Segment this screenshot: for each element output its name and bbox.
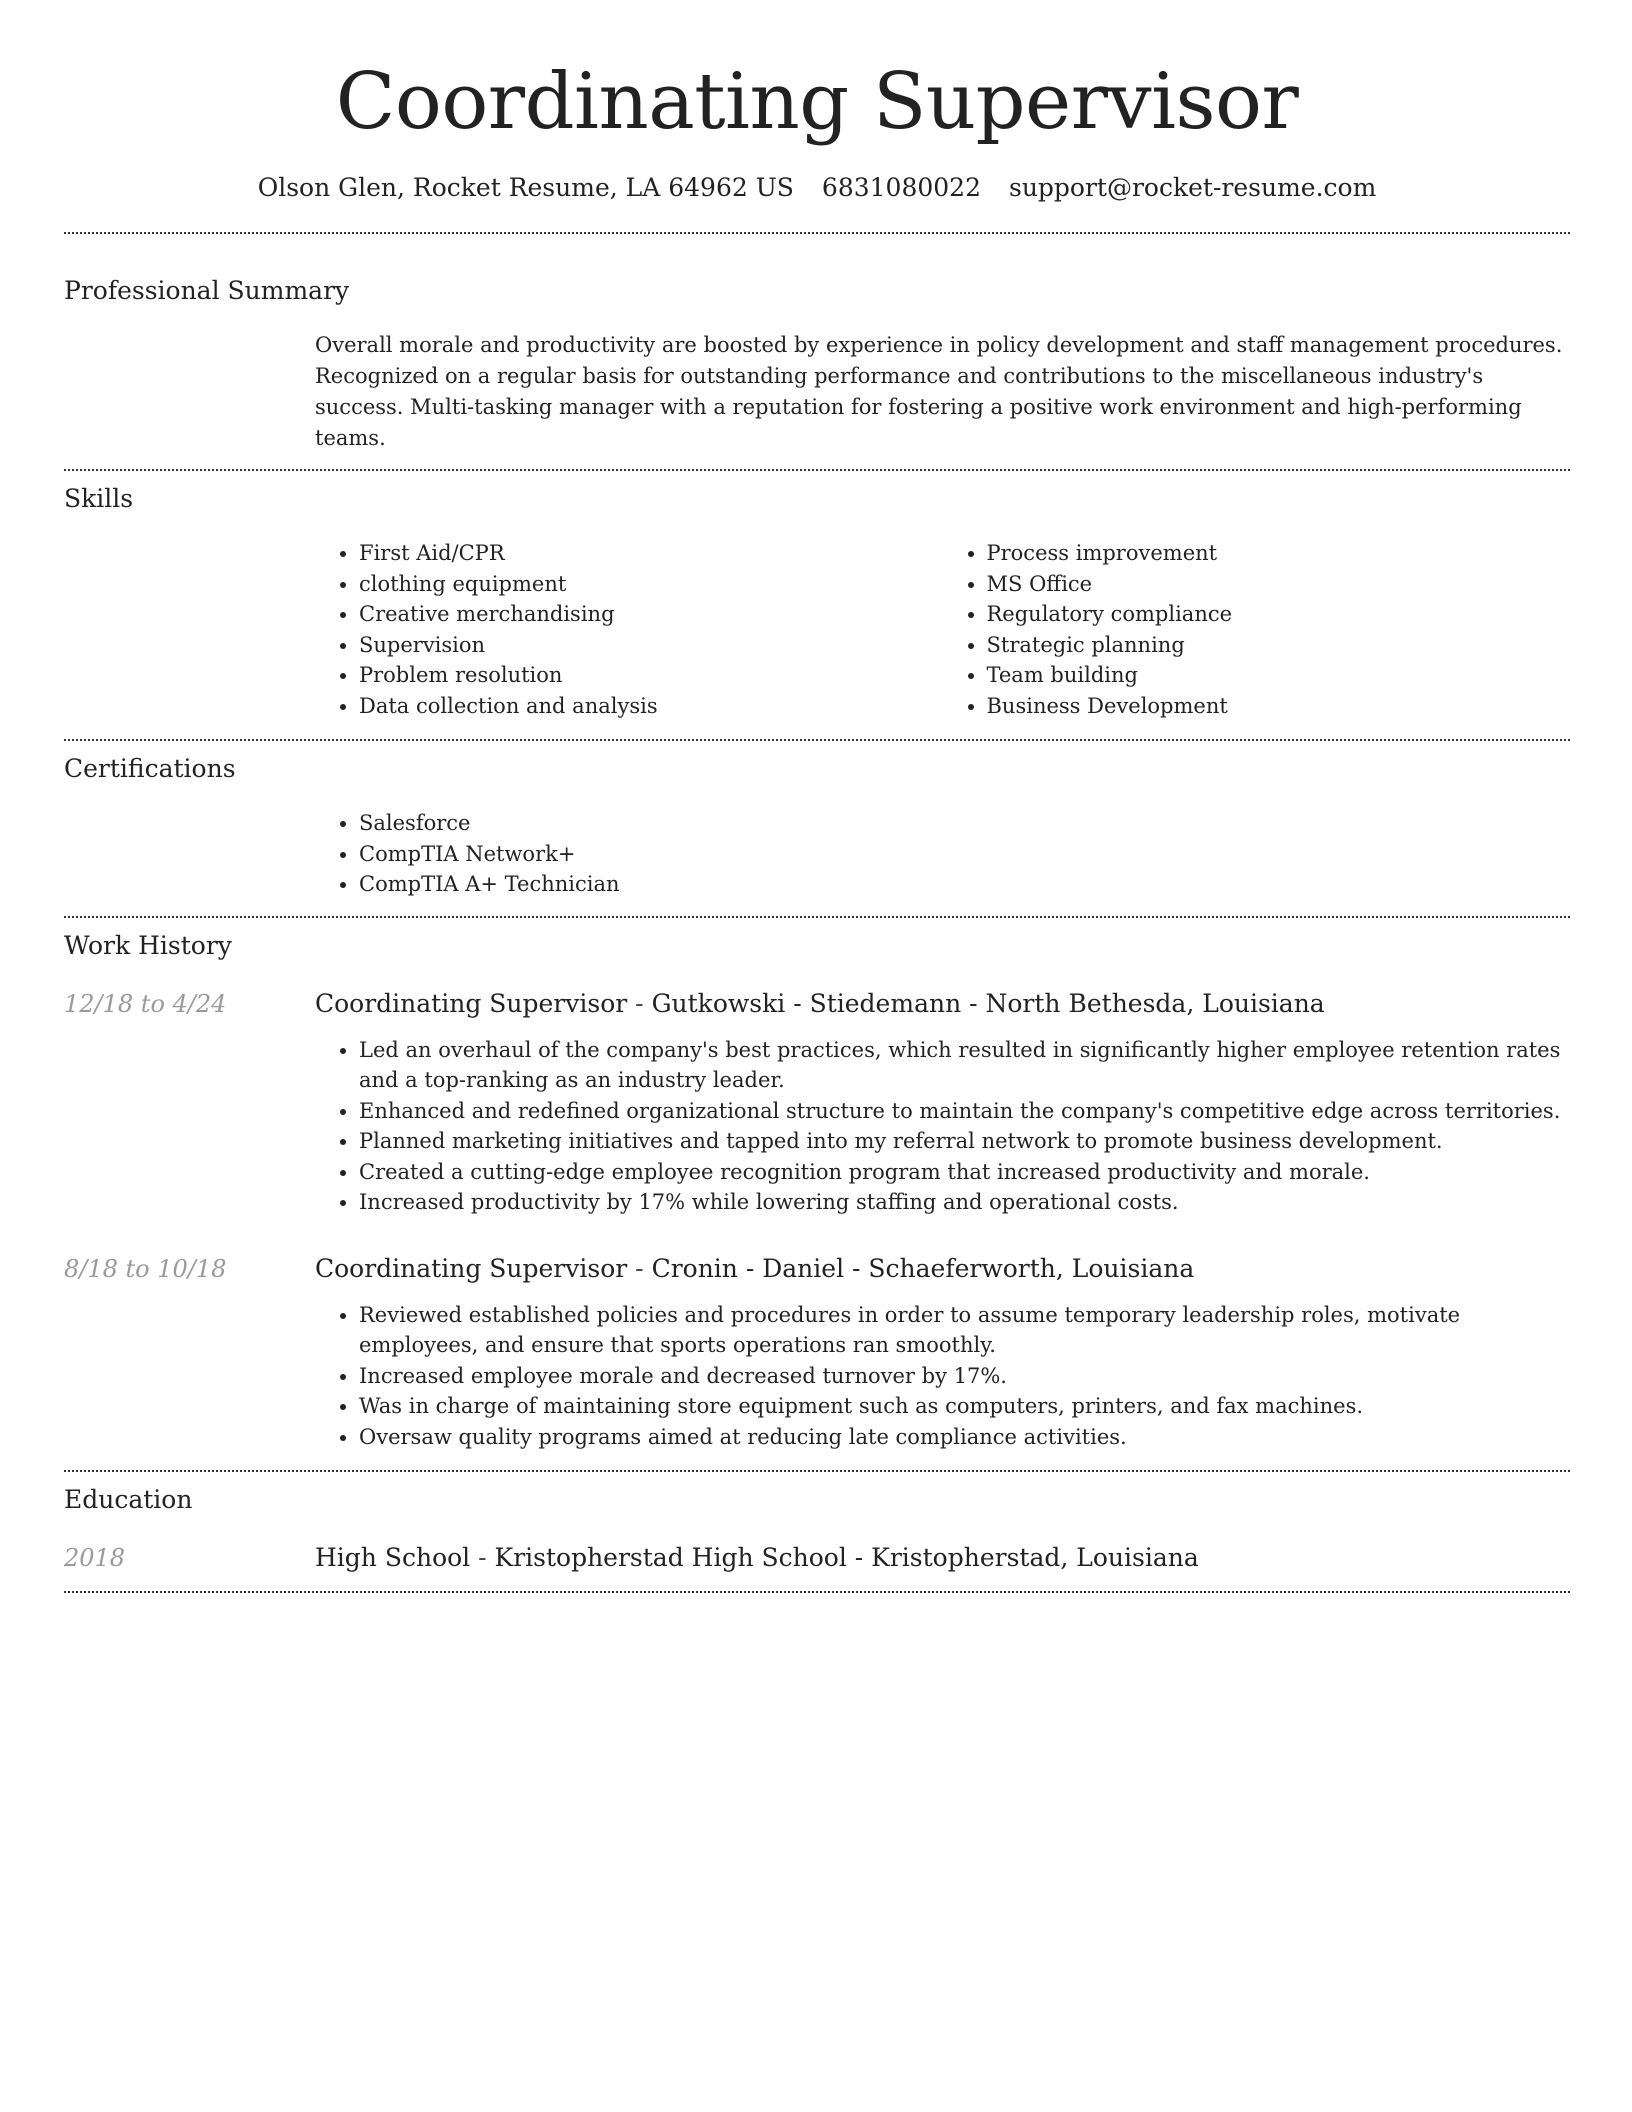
skill-item: • First Aid/CPR bbox=[359, 538, 943, 569]
education-section bbox=[64, 1472, 1570, 1575]
education-title: High School - Kristopherstad High School - Kristopherstad, Louisiana bbox=[315, 1543, 1199, 1572]
job-title: Coordinating Supervisor - Gutkowski - Stiedemann - North Bethesda, Louisiana bbox=[315, 988, 1325, 1018]
skill-item: • Creative merchandising bbox=[359, 599, 943, 630]
job-bullets bbox=[315, 1300, 1570, 1453]
job-role: Coordinating Supervisor bbox=[315, 1253, 628, 1283]
skills-section bbox=[64, 471, 1570, 721]
skill-item: • Supervision bbox=[359, 630, 943, 661]
job-bullet: • Increased productivity by 17% while lowering staffing and operational costs. bbox=[359, 1187, 1570, 1218]
skill-item: • MS Office bbox=[987, 569, 1571, 600]
summary-text: Overall morale and productivity are boosted by experience in policy development and staff management procedures. Recognized on a regular basis for outstanding performance and contributions to the miscellaneous industry's success. Multi-tasking manager with a reputation for fostering a positive work environment and high-performing teams. bbox=[315, 333, 1563, 450]
summary-section bbox=[64, 234, 1570, 454]
skill-item: • Team building bbox=[987, 660, 1571, 691]
job-dates: 12/18 to 4/24 bbox=[64, 989, 227, 1018]
contact-phone: 6831080022 bbox=[821, 173, 981, 202]
job-employer: Gutkowski - Stiedemann - North Bethesda, Louisiana bbox=[651, 988, 1325, 1018]
skill-item: • Business Development bbox=[987, 691, 1571, 722]
job-bullet: • Oversaw quality programs aimed at reducing late compliance activities. bbox=[359, 1422, 1570, 1453]
job-entry bbox=[64, 987, 1570, 1218]
section-title-summary: Professional Summary bbox=[64, 276, 350, 305]
section-title-work-history: Work History bbox=[64, 930, 232, 960]
section-title-skills: Skills bbox=[64, 484, 134, 513]
skill-item: • Regulatory compliance bbox=[987, 599, 1571, 630]
job-bullet: • Planned marketing initiatives and tapped into my referral network to promote business development. bbox=[359, 1126, 1570, 1157]
skill-item: • Strategic planning bbox=[987, 630, 1571, 661]
job-entry bbox=[64, 1252, 1570, 1453]
skill-item: • clothing equipment bbox=[359, 569, 943, 600]
contact-address: Olson Glen, Rocket Resume, LA 64962 US bbox=[257, 173, 794, 202]
education-year: 2018 bbox=[64, 1544, 126, 1572]
skills-list-right bbox=[943, 538, 1571, 721]
education-entry bbox=[64, 1541, 1570, 1575]
section-title-certifications: Certifications bbox=[64, 754, 236, 783]
education-degree: High School bbox=[315, 1543, 471, 1572]
skill-item: • Process improvement bbox=[987, 538, 1571, 569]
section-title-education: Education bbox=[64, 1485, 193, 1514]
job-bullets bbox=[315, 1035, 1570, 1218]
job-bullet: • Increased employee morale and decreased turnover by 17%. bbox=[359, 1361, 1570, 1392]
skill-item: • Data collection and analysis bbox=[359, 691, 943, 722]
certifications-list bbox=[315, 808, 1570, 900]
section-divider bbox=[64, 1591, 1570, 1593]
certification-item: • Salesforce bbox=[359, 808, 1570, 839]
certification-item: • CompTIA Network+ bbox=[359, 839, 1570, 870]
contact-line bbox=[64, 170, 1570, 206]
certification-item: • CompTIA A+ Technician bbox=[359, 869, 1570, 900]
education-school: Kristopherstad High School - Kristopherstad, Louisiana bbox=[494, 1543, 1199, 1572]
skill-item: • Problem resolution bbox=[359, 660, 943, 691]
job-role: Coordinating Supervisor bbox=[315, 988, 628, 1018]
job-employer: Cronin - Daniel - Schaeferworth, Louisiana bbox=[651, 1253, 1195, 1283]
job-dates: 8/18 to 10/18 bbox=[64, 1254, 227, 1283]
work-history-section bbox=[64, 918, 1570, 1453]
job-bullet: • Led an overhaul of the company's best practices, which resulted in significantly higher employee retention rates and a top-ranking as an industry leader. bbox=[359, 1035, 1570, 1096]
job-bullet: • Was in charge of maintaining store equipment such as computers, printers, and fax machines. bbox=[359, 1391, 1570, 1422]
skills-list-left bbox=[315, 538, 943, 721]
job-title: Coordinating Supervisor - Cronin - Daniel - Schaeferworth, Louisiana bbox=[315, 1253, 1195, 1283]
contact-email: support@rocket-resume.com bbox=[1008, 173, 1377, 202]
certifications-section bbox=[64, 741, 1570, 900]
resume-page bbox=[64, 0, 1570, 1593]
job-bullet: • Enhanced and redefined organizational structure to maintain the company's competitive edge across territories. bbox=[359, 1096, 1570, 1127]
job-bullet: • Reviewed established policies and procedures in order to assume temporary leadership roles, motivate employees, and ensure that sports operations ran smoothly. bbox=[359, 1300, 1570, 1361]
resume-name: Coordinating Supervisor bbox=[335, 57, 1299, 147]
job-bullet: • Created a cutting-edge employee recognition program that increased productivity and morale. bbox=[359, 1157, 1570, 1188]
